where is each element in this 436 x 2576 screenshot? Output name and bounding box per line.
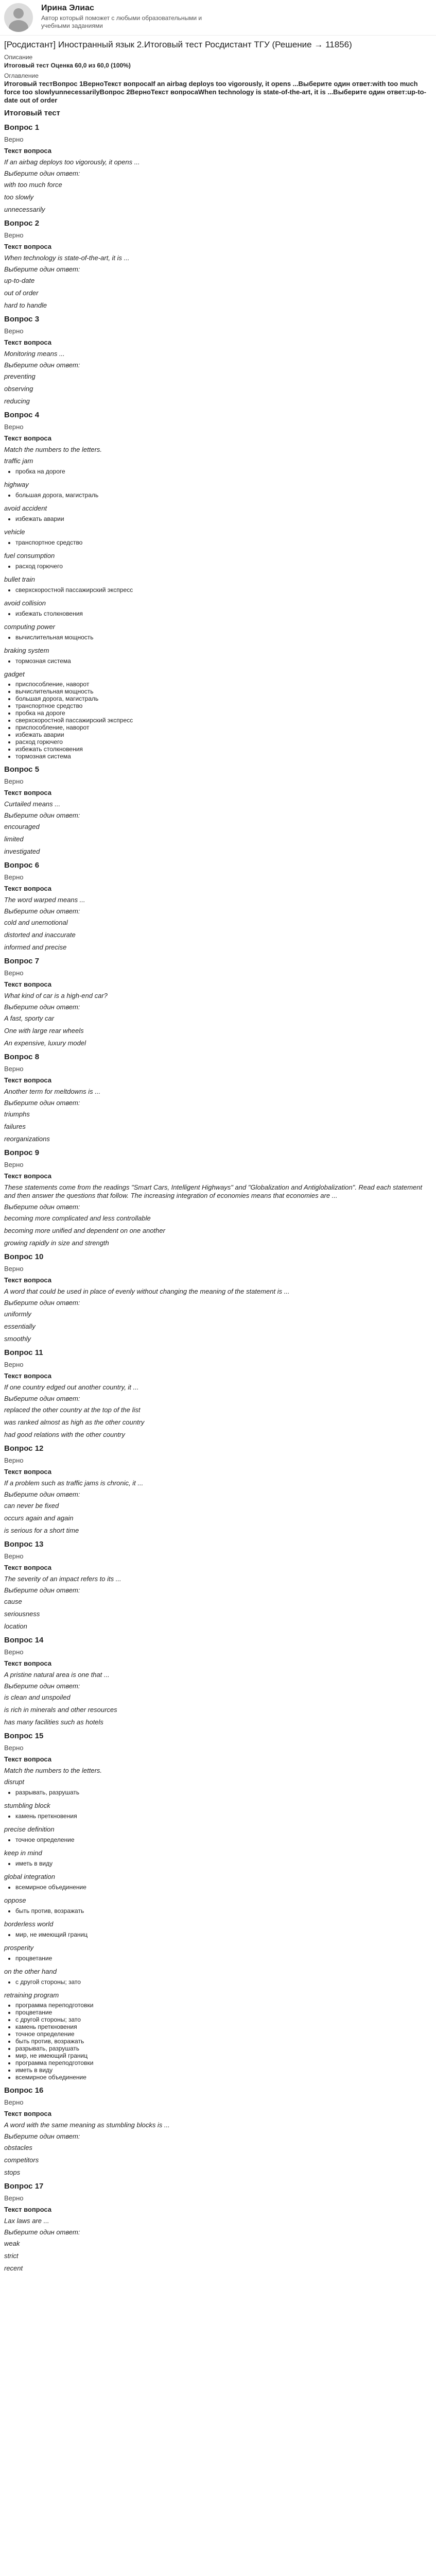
question-text: The severity of an impact refers to its ... xyxy=(4,1575,121,1583)
answer-option[interactable]: uniformly xyxy=(4,1310,31,1318)
author-avatar[interactable] xyxy=(4,3,33,32)
question-title: Вопрос 17 xyxy=(4,2182,44,2191)
choose-one-label: Выберите один ответ: xyxy=(4,1490,80,1498)
answer-option[interactable]: stops xyxy=(4,2168,21,2176)
answer-option[interactable]: cause xyxy=(4,1598,22,1605)
question xyxy=(4,315,432,405)
question-group-1 xyxy=(4,123,432,405)
answer-option[interactable]: was ranked almost as high as the other country xyxy=(4,1418,145,1426)
choose-one-label: Выберите один ответ: xyxy=(4,361,80,369)
match-answer[interactable]: • камень преткновения xyxy=(15,1812,432,1820)
match-answer[interactable]: • всемирное объединение xyxy=(15,1883,432,1891)
question xyxy=(4,219,432,310)
question-text-label: Текст вопроса xyxy=(4,885,52,892)
question-text: If one country edged out another country, it ... xyxy=(4,1383,139,1391)
match-option[interactable]: • программа переподготовки xyxy=(15,2002,432,2009)
author-bio: Автор который поможет с любыми образовательными и учебными заданиями xyxy=(41,14,202,29)
match-answer-list xyxy=(15,1930,432,1939)
match-answer-list xyxy=(15,609,432,618)
answer-option[interactable]: unnecessarily xyxy=(4,206,45,213)
question-text: What kind of car is a high-end car? xyxy=(4,992,108,999)
answer-option[interactable]: growing rapidly in size and strength xyxy=(4,1239,109,1247)
match-answer[interactable]: • пробка на дороге xyxy=(15,467,432,476)
match-answer[interactable]: • точное определение xyxy=(15,1836,432,1844)
question-text: Match the numbers to the letters. xyxy=(4,446,102,453)
question-text-label: Текст вопроса xyxy=(4,1468,52,1476)
match-answer[interactable]: • вычислительная мощность xyxy=(15,633,432,641)
match-term: borderless world xyxy=(4,1920,54,1928)
choose-one-label: Выберите один ответ: xyxy=(4,1003,80,1011)
choose-one-label: Выберите один ответ: xyxy=(4,1299,80,1307)
match-answer-list xyxy=(15,1788,432,1797)
answer-option[interactable]: observing xyxy=(4,385,33,393)
match-answer[interactable]: • процветание xyxy=(15,1954,432,1962)
match-term: global integration xyxy=(4,1873,56,1880)
answer-option[interactable]: hard to handle xyxy=(4,301,47,309)
match-answer[interactable]: • с другой стороны; зато xyxy=(15,1978,432,1986)
answer-option[interactable]: informed and precise xyxy=(4,943,67,951)
match-pairs xyxy=(4,457,432,665)
answer-option[interactable]: smoothly xyxy=(4,1335,31,1343)
match-pairs xyxy=(4,1778,432,1986)
choose-one-label: Выберите один ответ: xyxy=(4,170,80,177)
question-text: When technology is state-of-the-art, it is ... xyxy=(4,254,130,262)
question-text: Curtailed means ... xyxy=(4,800,61,808)
choose-one-label: Выберите один ответ: xyxy=(4,1395,80,1402)
question-text-label: Текст вопроса xyxy=(4,1564,52,1571)
answer-option[interactable]: occurs again and again xyxy=(4,1514,74,1522)
match-option[interactable]: • приспособление, наворот xyxy=(15,681,432,688)
question-text: A word that could be used in place of evenly without changing the meaning of the statement is ... xyxy=(4,1287,290,1295)
choose-one-label: Выберите один ответ: xyxy=(4,265,80,273)
answer-option[interactable]: becoming more complicated and less controllable xyxy=(4,1214,151,1222)
answer-option[interactable]: preventing xyxy=(4,372,36,380)
match-term: braking system xyxy=(4,647,49,654)
question xyxy=(4,861,432,952)
choose-one-label: Выберите один ответ: xyxy=(4,1586,80,1594)
match-answer[interactable]: • тормозная система xyxy=(15,657,432,665)
answer-option[interactable]: has many facilities such as hotels xyxy=(4,1718,103,1726)
question-group-2 xyxy=(4,765,432,1726)
answer-option[interactable]: weak xyxy=(4,2240,20,2247)
question xyxy=(4,1540,432,1631)
match-option[interactable]: • камень преткновения xyxy=(15,2023,432,2030)
match-term: traffic jam xyxy=(4,457,33,465)
answer-option[interactable]: can never be fixed xyxy=(4,1502,59,1510)
match-answer[interactable]: • избежать аварии xyxy=(15,515,432,523)
match-option[interactable]: • вычислительная мощность xyxy=(15,688,432,695)
match-answer[interactable]: • быть против, возражать xyxy=(15,1907,432,1915)
question-text-label: Текст вопроса xyxy=(4,1276,52,1284)
match-answer-list xyxy=(15,467,432,476)
choose-one-label: Выберите один ответ: xyxy=(4,1682,80,1690)
match-term: gadget xyxy=(4,670,25,678)
answer-option[interactable]: triumphs xyxy=(4,1110,30,1118)
document-title: [Росдистант] Иностранный язык 2.Итоговый тест Росдистант ТГУ (Решение → 11856) xyxy=(4,40,352,49)
question-text: A pristine natural area is one that ... xyxy=(4,1671,110,1679)
match-term: disrupt xyxy=(4,1778,25,1786)
match-answer[interactable]: • большая дорога, магистраль xyxy=(15,491,432,499)
answer-option[interactable]: One with large rear wheels xyxy=(4,1027,84,1035)
question-title: Вопрос 16 xyxy=(4,2086,44,2095)
question-title: Вопрос 5 xyxy=(4,765,40,774)
answer-option[interactable]: becoming more unified and dependent on one another xyxy=(4,1227,165,1234)
question-title: Вопрос 7 xyxy=(4,957,40,965)
match-answer[interactable]: • разрывать, разрушать xyxy=(15,1788,432,1797)
match-term: fuel consumption xyxy=(4,552,55,560)
question-text-label: Текст вопроса xyxy=(4,789,52,796)
question-title: Вопрос 13 xyxy=(4,1540,44,1549)
toc-text: Итоговый тестВопрос 1ВерноТекст вопросаIf an airbag deploys too vigorously, it opens ...Выберите один ответ:with too much force too slowlyunnecessarilyВопрос 2ВерноТекст вопросаWhen technology is state-of-the-art, it is ...Выберите один ответ:up-to-date out of order xyxy=(4,80,426,104)
match-option[interactable]: • разрывать, разрушать xyxy=(15,2045,432,2052)
match-option[interactable]: • сверхскоростной пассажирский экспресс xyxy=(15,717,432,724)
answer-option[interactable]: had good relations with the other country xyxy=(4,1431,125,1438)
match-term: avoid accident xyxy=(4,504,47,512)
match-option[interactable]: • иметь в виду xyxy=(15,2066,432,2074)
answer-option[interactable]: limited xyxy=(4,835,24,843)
answer-option[interactable]: seriousness xyxy=(4,1610,40,1618)
match-term: retraining program xyxy=(4,1991,59,1999)
match-option[interactable]: • программа переподготовки xyxy=(15,2059,432,2066)
choose-one-label: Выберите один ответ: xyxy=(4,1203,80,1211)
match-option[interactable]: • с другой стороны; зато xyxy=(15,2016,432,2023)
question-text-label: Текст вопроса xyxy=(4,980,52,988)
match-option[interactable]: • транспортное средство xyxy=(15,702,432,709)
question-title: Вопрос 9 xyxy=(4,1148,40,1157)
question-text-label: Текст вопроса xyxy=(4,2110,52,2117)
match-option[interactable]: • приспособление, наворот xyxy=(15,724,432,731)
match-term: vehicle xyxy=(4,528,25,536)
match-option[interactable]: • расход горючего xyxy=(15,738,432,745)
question-status: Верно xyxy=(4,231,24,239)
match-answer[interactable]: • иметь в виду xyxy=(15,1859,432,1868)
match-answer-list xyxy=(15,1978,432,1986)
question-text: If an airbag deploys too vigorously, it opens ... xyxy=(4,158,140,166)
answer-option[interactable]: investigated xyxy=(4,848,40,855)
answer-option[interactable]: recent xyxy=(4,2264,23,2272)
answer-option[interactable]: is rich in minerals and other resources xyxy=(4,1706,117,1714)
question-status: Верно xyxy=(4,1552,24,1560)
answer-option[interactable]: too slowly xyxy=(4,193,34,201)
match-option[interactable]: • всемирное объединение xyxy=(15,2074,432,2081)
match-answer-list xyxy=(15,1883,432,1891)
author-header xyxy=(0,0,436,36)
answer-option[interactable]: competitors xyxy=(4,2156,39,2164)
match-answer-list xyxy=(15,633,432,641)
answer-option[interactable]: cold and unemotional xyxy=(4,919,68,926)
answer-option[interactable]: reducing xyxy=(4,397,30,405)
toc-label: Оглавление xyxy=(4,72,39,79)
question-text: If a problem such as traffic jams is chronic, it ... xyxy=(4,1479,144,1487)
question-status: Верно xyxy=(4,1161,24,1168)
answer-option[interactable]: with too much force xyxy=(4,181,62,189)
match-option[interactable]: • быть против, возражать xyxy=(15,2038,432,2045)
question-text-label: Текст вопроса xyxy=(4,1172,52,1180)
match-option-list xyxy=(15,681,432,760)
question xyxy=(4,1444,432,1535)
match-term: prosperity xyxy=(4,1944,34,1952)
question-status: Верно xyxy=(4,1456,24,1464)
match-option-list xyxy=(15,2002,432,2081)
answer-option[interactable]: is serious for a short time xyxy=(4,1527,79,1534)
match-term: stumbling block xyxy=(4,1802,50,1809)
answer-option[interactable]: obstacles xyxy=(4,2144,32,2151)
choose-one-label: Выберите один ответ: xyxy=(4,1099,80,1107)
question-text: A word with the same meaning as stumbling blocks is ... xyxy=(4,2121,170,2129)
question-text-label: Текст вопроса xyxy=(4,338,52,346)
question-status: Верно xyxy=(4,1065,24,1073)
question-group-3 xyxy=(4,2086,432,2273)
choose-one-label: Выберите один ответ: xyxy=(4,2132,80,2140)
answer-option[interactable]: A fast, sporty car xyxy=(4,1014,55,1022)
question xyxy=(4,1636,432,1726)
match-option[interactable]: • избежать столкновения xyxy=(15,745,432,753)
question-title: Вопрос 10 xyxy=(4,1252,44,1261)
match-term: avoid collision xyxy=(4,599,46,607)
question-text: Monitoring means ... xyxy=(4,350,65,358)
match-option[interactable]: • избежать аварии xyxy=(15,731,432,738)
question-status: Верно xyxy=(4,1361,24,1368)
match-option[interactable]: • большая дорога, магистраль xyxy=(15,695,432,702)
match-option[interactable]: • мир, не имеющий границ xyxy=(15,2052,432,2059)
question-status: Верно xyxy=(4,135,24,143)
answer-option[interactable]: reorganizations xyxy=(4,1135,50,1143)
match-answer[interactable]: • расход горючего xyxy=(15,562,432,570)
question-status: Верно xyxy=(4,1265,24,1273)
match-option[interactable]: • точное определение xyxy=(15,2030,432,2038)
question-status: Верно xyxy=(4,423,24,431)
question-text-label: Текст вопроса xyxy=(4,2206,52,2213)
question-status: Верно xyxy=(4,873,24,881)
match-answer-list xyxy=(15,562,432,570)
answer-option[interactable]: replaced the other country at the top of the list xyxy=(4,1406,141,1414)
question-text-label: Текст вопроса xyxy=(4,1372,52,1380)
answer-option[interactable]: essentially xyxy=(4,1323,36,1330)
match-term: precise definition xyxy=(4,1825,55,1833)
question-title: Вопрос 8 xyxy=(4,1053,40,1061)
question xyxy=(4,2182,432,2273)
description-label: Описание xyxy=(4,54,33,61)
match-term: computing power xyxy=(4,623,55,631)
question xyxy=(4,1252,432,1343)
answer-option[interactable]: distorted and inaccurate xyxy=(4,931,76,939)
match-term: highway xyxy=(4,481,29,488)
match-answer-list xyxy=(15,491,432,499)
question xyxy=(4,123,432,214)
answer-option[interactable]: failures xyxy=(4,1123,26,1130)
question-text: These statements come from the readings "Smart Cars, Intelligent Highways" and "Globalization and Antiglobalization". Read each statement and then answer the questions that follow. The increasing integration of economies means that economies are ... xyxy=(4,1183,423,1199)
question-status: Верно xyxy=(4,969,24,977)
match-answer-list xyxy=(15,1954,432,1962)
match-option[interactable]: • пробка на дороге xyxy=(15,709,432,717)
choose-one-label: Выберите один ответ: xyxy=(4,811,80,819)
match-answer[interactable]: • сверхскоростной пассажирский экспресс xyxy=(15,586,432,594)
question-title: Вопрос 1 xyxy=(4,123,40,132)
question-title: Вопрос 15 xyxy=(4,1732,44,1740)
match-answer-list xyxy=(15,1907,432,1915)
match-term: on the other hand xyxy=(4,1968,57,1975)
match-answer-list xyxy=(15,1859,432,1868)
question-text-label: Текст вопроса xyxy=(4,1659,52,1667)
answer-option[interactable]: strict xyxy=(4,2252,19,2260)
answer-option[interactable]: location xyxy=(4,1622,27,1630)
question-4 xyxy=(4,411,432,760)
question-text: The word warped means ... xyxy=(4,896,85,904)
question-status: Верно xyxy=(4,2194,24,2202)
question-title: Вопрос 3 xyxy=(4,315,40,324)
question-title: Вопрос 14 xyxy=(4,1636,44,1645)
match-term: oppose xyxy=(4,1896,26,1904)
question-text-label: Текст вопроса xyxy=(4,1755,52,1763)
match-answer[interactable]: • транспортное средство xyxy=(15,538,432,547)
match-answer-list xyxy=(15,538,432,547)
match-option[interactable]: • процветание xyxy=(15,2009,432,2016)
question-15 xyxy=(4,1732,432,2081)
match-term: keep in mind xyxy=(4,1849,42,1857)
author-name[interactable]: Ирина Элиас xyxy=(41,4,94,12)
question-status: Верно xyxy=(4,1744,24,1752)
question-status: Верно xyxy=(4,1648,24,1656)
question xyxy=(4,765,432,856)
question-text: Another term for meltdowns is ... xyxy=(4,1088,101,1095)
match-answer-list xyxy=(15,1836,432,1844)
question xyxy=(4,1148,432,1247)
question-title: Вопрос 2 xyxy=(4,219,40,228)
question-text-label: Текст вопроса xyxy=(4,243,52,250)
choose-one-label: Выберите один ответ: xyxy=(4,907,80,915)
question-status: Верно xyxy=(4,777,24,785)
answer-option[interactable]: encouraged xyxy=(4,823,40,831)
question xyxy=(4,1053,432,1143)
choose-one-label: Выберите один ответ: xyxy=(4,2228,80,2236)
match-term: bullet train xyxy=(4,575,35,583)
section-title: Итоговый тест xyxy=(4,109,60,117)
question-title: Вопрос 6 xyxy=(4,861,40,870)
match-option[interactable]: • тормозная система xyxy=(15,753,432,760)
match-answer-list xyxy=(15,515,432,523)
answer-option[interactable]: out of order xyxy=(4,289,39,297)
answer-option[interactable]: up-to-date xyxy=(4,277,35,284)
question-text-label: Текст вопроса xyxy=(4,147,52,155)
question-title: Вопрос 4 xyxy=(4,411,40,419)
match-answer[interactable]: • мир, не имеющий границ xyxy=(15,1930,432,1939)
question-status: Верно xyxy=(4,2098,24,2106)
question-title: Вопрос 12 xyxy=(4,1444,44,1453)
question-status: Верно xyxy=(4,327,24,335)
question-text: Lax laws are ... xyxy=(4,2217,49,2225)
question xyxy=(4,957,432,1047)
question-text: Match the numbers to the letters. xyxy=(4,1767,102,1774)
question-text-label: Текст вопроса xyxy=(4,434,52,442)
description-value: Итоговый тест Оценка 60,0 из 60,0 (100%) xyxy=(4,62,131,69)
question xyxy=(4,2086,432,2177)
question xyxy=(4,1348,432,1439)
match-answer-list xyxy=(15,657,432,665)
question-title: Вопрос 11 xyxy=(4,1348,43,1357)
match-answer[interactable]: • избежать столкновения xyxy=(15,609,432,618)
match-answer-list xyxy=(15,1812,432,1820)
question-text-label: Текст вопроса xyxy=(4,1076,52,1084)
match-answer-list xyxy=(15,586,432,594)
answer-option[interactable]: An expensive, luxury model xyxy=(4,1039,86,1047)
answer-option[interactable]: is clean and unspoiled xyxy=(4,1693,71,1701)
document-content xyxy=(0,36,436,2273)
